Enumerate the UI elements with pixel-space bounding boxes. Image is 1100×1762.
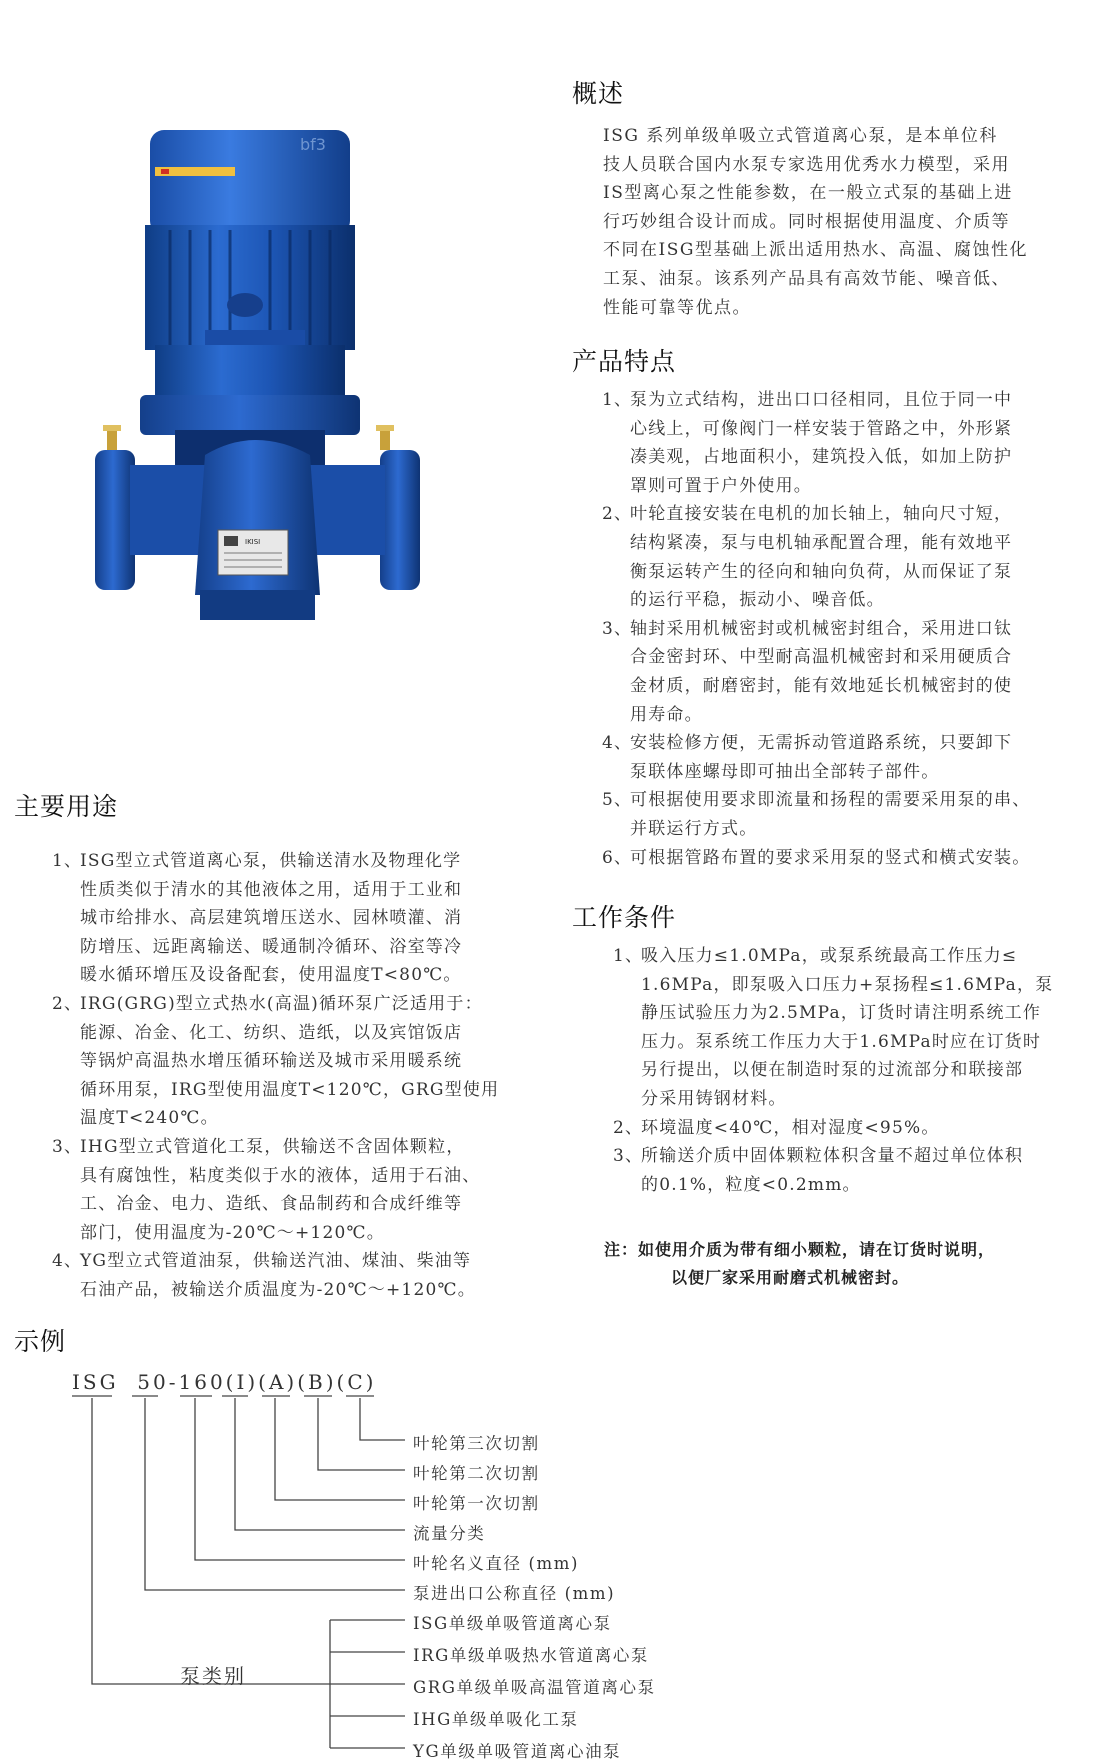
overview-line: 不同在ISG型基础上派出适用热水、高温、腐蚀性化 — [603, 240, 1028, 261]
features-list — [602, 386, 1092, 872]
category-isg: ISG单级单吸管道离心泵 — [413, 1614, 612, 1633]
pump-base — [200, 590, 315, 620]
overview-text — [603, 122, 1073, 322]
label-impeller-third-cut: 叶轮第三次切割 — [413, 1434, 540, 1453]
label-impeller-first-cut: 叶轮第一次切割 — [413, 1494, 540, 1513]
overview-title: 概述 — [572, 79, 625, 108]
use-item: 4、 YG型立式管道油泵，供输送汽油、煤油、柴油等 石油产品，被输送介质温度为-20℃～+120℃。 — [52, 1251, 476, 1300]
outlet-flange — [380, 450, 420, 590]
feature-item: 3、 轴封采用机械密封或机械密封组合，采用进口钛 合金密封环、中型耐高温机械密封和采用硬质合 金材质，耐磨密封，能有效地延长机械密封的使 用寿命。 — [602, 618, 1013, 725]
overview-line: IS型离心泵之性能参数，在一般立式泵的基础上进 — [603, 183, 1013, 204]
connector-160 — [195, 1398, 405, 1560]
bracket — [140, 395, 360, 435]
use-item: 2、 IRG(GRG)型立式热水(高温)循环泵广泛适用于： 能源、冶金、化工、纺织、造纸，以及宾馆饭店 等锅炉高温热水增压循环输送及城市采用暖系统 循环用泵，IRG型使用温度T<120℃，GRG型使用 温度T<240℃。 — [52, 993, 500, 1129]
connector-i — [235, 1398, 405, 1530]
overview-line: 工泵、油泵。该系列产品具有高效节能、噪音低、 — [603, 268, 1010, 289]
overview-line: 行巧妙组合设计而成。同时根据使用温度、介质等 — [603, 211, 1010, 232]
pump-image — [95, 125, 475, 725]
conditions-list — [613, 942, 1093, 1199]
connector-a — [275, 1398, 405, 1500]
category-irg: IRG单级单吸热水管道离心泵 — [413, 1646, 650, 1665]
overview-line: 性能可靠等优点。 — [603, 297, 751, 318]
label-flow-class: 流量分类 — [413, 1524, 486, 1543]
condition-item: 2、 环境温度<40℃，相对湿度<95%。 — [613, 1117, 940, 1138]
overview-line: ISG 系列单级单吸立式管道离心泵，是本单位科 — [603, 126, 998, 146]
model-code: ISG 50-160(I)(A)(B)(C) — [72, 1370, 377, 1394]
feature-item: 2、 叶轮直接安装在电机的加长轴上，轴向尺寸短， 结构紧凑，泵与电机轴承配置合理，能有效地平 衡泵运转产生的径向和轴向负荷，从而保证了泵 的运行平稳，振动小、噪音低。 — [602, 504, 1013, 611]
watermark-text: bf3 — [300, 135, 326, 154]
category-yg: YG单级单吸管道离心油泵 — [413, 1742, 622, 1761]
connector-b — [318, 1398, 405, 1470]
connector-c — [360, 1398, 405, 1440]
inlet-flange — [95, 450, 135, 590]
uses-list — [52, 847, 542, 1305]
feature-item: 5、 可根据使用要求即流量和扬程的需要采用泵的串、 并联运行方式。 — [602, 790, 1031, 839]
label-nominal-diameter: 泵进出口公称直径 (mm) — [413, 1584, 616, 1603]
use-item: 3、 IHG型立式管道化工泵，供输送不含固体颗粒， 具有腐蚀性，粘度类似于水的液体，适用于石油、 工、冶金、电力、造纸、食品制药和合成纤维等 部门，使用温度为-20℃～+120℃。 — [52, 1136, 481, 1243]
label-impeller-diameter: 叶轮名义直径 (mm) — [413, 1554, 580, 1573]
category-grg: GRG单级单吸高温管道离心泵 — [413, 1678, 656, 1697]
label-impeller-second-cut: 叶轮第二次切割 — [413, 1464, 540, 1483]
category-ihg: IHG单级单吸化工泵 — [413, 1710, 579, 1729]
feature-item: 1、 泵为立式结构，进出口口径相同，且位于同一中 心线上，可像阀门一样安装于管路之中，外形紧 凑美观，占地面积小，建筑投入低，如加上防护 罩则可置于户外使用。 — [602, 390, 1013, 496]
motor-lug — [227, 293, 263, 317]
conditions-title: 工作条件 — [572, 903, 677, 932]
label-pump-category: 泵类别 — [180, 1664, 246, 1688]
note-line-1: 注：如使用介质为带有细小颗粒，请在订货时说明， — [604, 1240, 996, 1259]
left-gauge-plug — [107, 430, 117, 450]
condition-item: 1、 吸入压力≤1.0MPa，或泵系统最高工作压力≤ 1.6MPa，即泵吸入口压力+泵扬程≤1.6MPa，泵 静压试验压力为2.5MPa，订货时请注明系统工作 压力。泵系统工作压力大于1.6MPa时应在订货时 另行提出，以便在制造时泵的过流部分和联接部 分采用铸钢材料。 — [613, 946, 1054, 1109]
features-title: 产品特点 — [572, 347, 677, 376]
nameplate-text: IKISI — [245, 538, 261, 546]
pump-illustration — [95, 125, 475, 725]
example-title: 示例 — [14, 1327, 67, 1356]
feature-item: 4、 安装检修方便，无需拆动管道路系统，只要卸下 泵联体座螺母即可抽出全部转子部件。 — [602, 733, 1013, 782]
uses-title: 主要用途 — [14, 792, 119, 821]
overview-line: 技人员联合国内水泵专家选用优秀水力模型，采用 — [603, 154, 1010, 175]
connector-isg — [92, 1398, 330, 1684]
condition-item: 3、 所输送介质中固体颗粒体积含量不超过单位体积 的0.1%，粒度<0.2mm。 — [613, 1146, 1024, 1195]
model-code-diagram — [0, 1390, 700, 1760]
right-gauge-plug — [380, 430, 390, 450]
note-line-2: 以便厂家采用耐磨式机械密封。 — [671, 1268, 910, 1287]
use-item: 1、 ISG型立式管道离心泵，供输送清水及物理化学 性质类似于清水的其他液体之用，适用于工业和 城市给排水、高层建筑增压送水、园林喷灌、消 防增压、远距离输送、暖通制冷循环、浴室等冷 暖水循环增压及设备配套，使用温度T<80℃。 — [52, 851, 463, 986]
feature-item: 6、 可根据管路布置的要求采用泵的竖式和横式安装。 — [602, 847, 1031, 868]
